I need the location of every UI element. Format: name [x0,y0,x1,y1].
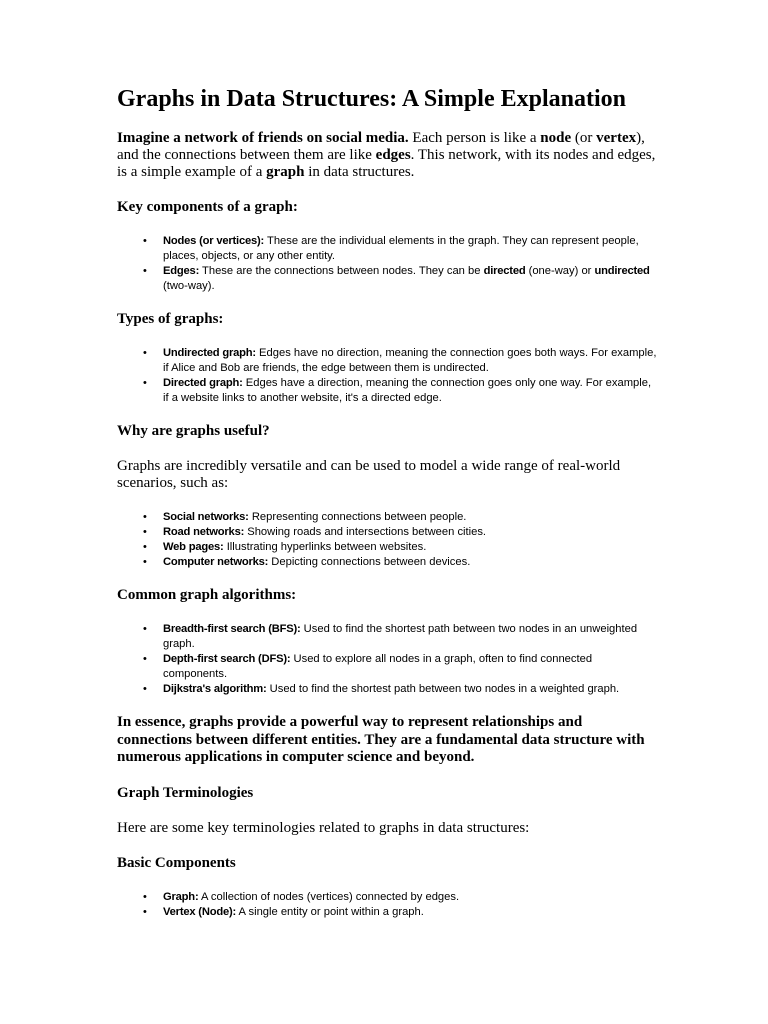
types-list [117,346,657,406]
why-useful-list [117,510,657,570]
list-term-undirected: undirected [594,265,650,277]
list-text: (one-way) or [525,265,595,277]
bullet-icon: • [143,377,147,389]
heading-key-components: Key components of a graph: [117,199,298,215]
bullet-icon: • [143,890,147,903]
list-text: Used to find the shortest path between two nodes in an unweighted graph. [163,623,638,650]
document-title: Graphs in Data Structures: A Simple Explanation [117,86,626,112]
list-term: Graph: [163,890,199,903]
list-item [143,264,657,294]
list-text: A collection of nodes (vertices) connected by edges. [198,890,460,903]
heading-types: Types of graphs: [117,311,224,327]
basic-components-list [117,890,657,920]
list-text: Showing roads and intersections between cities. [244,526,487,538]
bullet-icon: • [143,541,147,553]
intro-term-node: node [540,130,572,146]
document-page [117,86,657,937]
intro-term-vertex: vertex [596,130,637,146]
list-item [143,890,657,905]
list-text: Illustrating hyperlinks between websites. [223,541,427,553]
list-item [143,622,657,652]
bullet-icon: • [143,235,147,247]
why-useful-paragraph: Graphs are incredibly versatile and can be used to model a wide range of real-world scenarios, such as: [117,458,621,491]
list-item [143,346,657,376]
intro-text: Each person is like a [408,130,541,146]
bullet-icon: • [143,265,147,277]
intro-text: (or [571,130,597,146]
list-term: Vertex (Node): [163,905,237,918]
list-item [143,905,657,920]
bullet-icon: • [143,511,147,523]
intro-text: in data structures. [304,164,415,180]
list-term: Web pages: [163,541,224,553]
list-text: Edges have no direction, meaning the connection goes both ways. For example, if Alice and Bob are friends, the edge between them is undirected. [163,347,657,374]
list-term: Road networks: [163,526,245,538]
list-text: Representing connections between people. [248,511,467,523]
intro-paragraph [117,130,657,181]
list-term: Directed graph: [163,377,243,389]
list-item [143,510,657,525]
list-text: These are the individual elements in the graph. They can represent people, places, objects, or any other entity. [163,235,639,262]
list-term: Undirected graph: [163,347,256,359]
algorithms-list [117,622,657,697]
intro-lead: Imagine a network of friends on social media. [117,130,409,146]
bullet-icon: • [143,653,147,665]
bullet-icon: • [143,556,147,568]
list-item [143,525,657,540]
list-text: These are the connections between nodes. They can be [199,265,484,277]
list-item [143,376,657,406]
intro-term-graph: graph [266,164,305,180]
heading-algorithms: Common graph algorithms: [117,587,297,603]
list-text: A single entity or point within a graph. [236,905,424,918]
list-text: Edges have a direction, meaning the connection goes only one way. For example, if a website links to another website, it's a directed edge. [163,377,652,404]
key-components-list [117,234,657,294]
intro-term-edges: edges [375,147,411,163]
list-text: (two-way). [163,280,215,292]
bullet-icon: • [143,905,147,918]
list-term: Breadth-first search (BFS): [163,623,301,635]
bullet-icon: • [143,347,147,359]
heading-why-useful: Why are graphs useful? [117,423,270,439]
list-term: Edges: [163,265,200,277]
list-item [143,652,657,682]
intro-text: . This network, with its nodes and edges, is a simple example of a [117,147,656,180]
list-item [143,682,657,697]
list-term: Dijkstra's algorithm: [163,683,267,695]
bullet-icon: • [143,623,147,635]
bullet-icon: • [143,526,147,538]
summary-paragraph: In essence, graphs provide a powerful way to represent relationships and connections between different entities. They are a fundamental data structure with numerous applications in computer science and beyond. [117,714,645,765]
list-term: Computer networks: [163,556,269,568]
list-item [143,234,657,264]
terminologies-paragraph: Here are some key terminologies related to graphs in data structures: [117,819,530,836]
list-item [143,555,657,570]
heading-terminologies: Graph Terminologies [117,784,254,801]
bullet-icon: • [143,683,147,695]
list-term: Social networks: [163,511,249,523]
list-text: Depicting connections between devices. [268,556,471,568]
heading-basic-components: Basic Components [117,854,236,871]
list-term: Nodes (or vertices): [163,235,265,247]
intro-text: ), and the connections between them are like [117,130,645,163]
list-term-directed: directed [483,265,526,277]
list-text: Used to explore all nodes in a graph, often to find connected components. [163,653,593,680]
list-term: Depth-first search (DFS): [163,653,291,665]
list-item [143,540,657,555]
list-text: Used to find the shortest path between two nodes in a weighted graph. [266,683,620,695]
